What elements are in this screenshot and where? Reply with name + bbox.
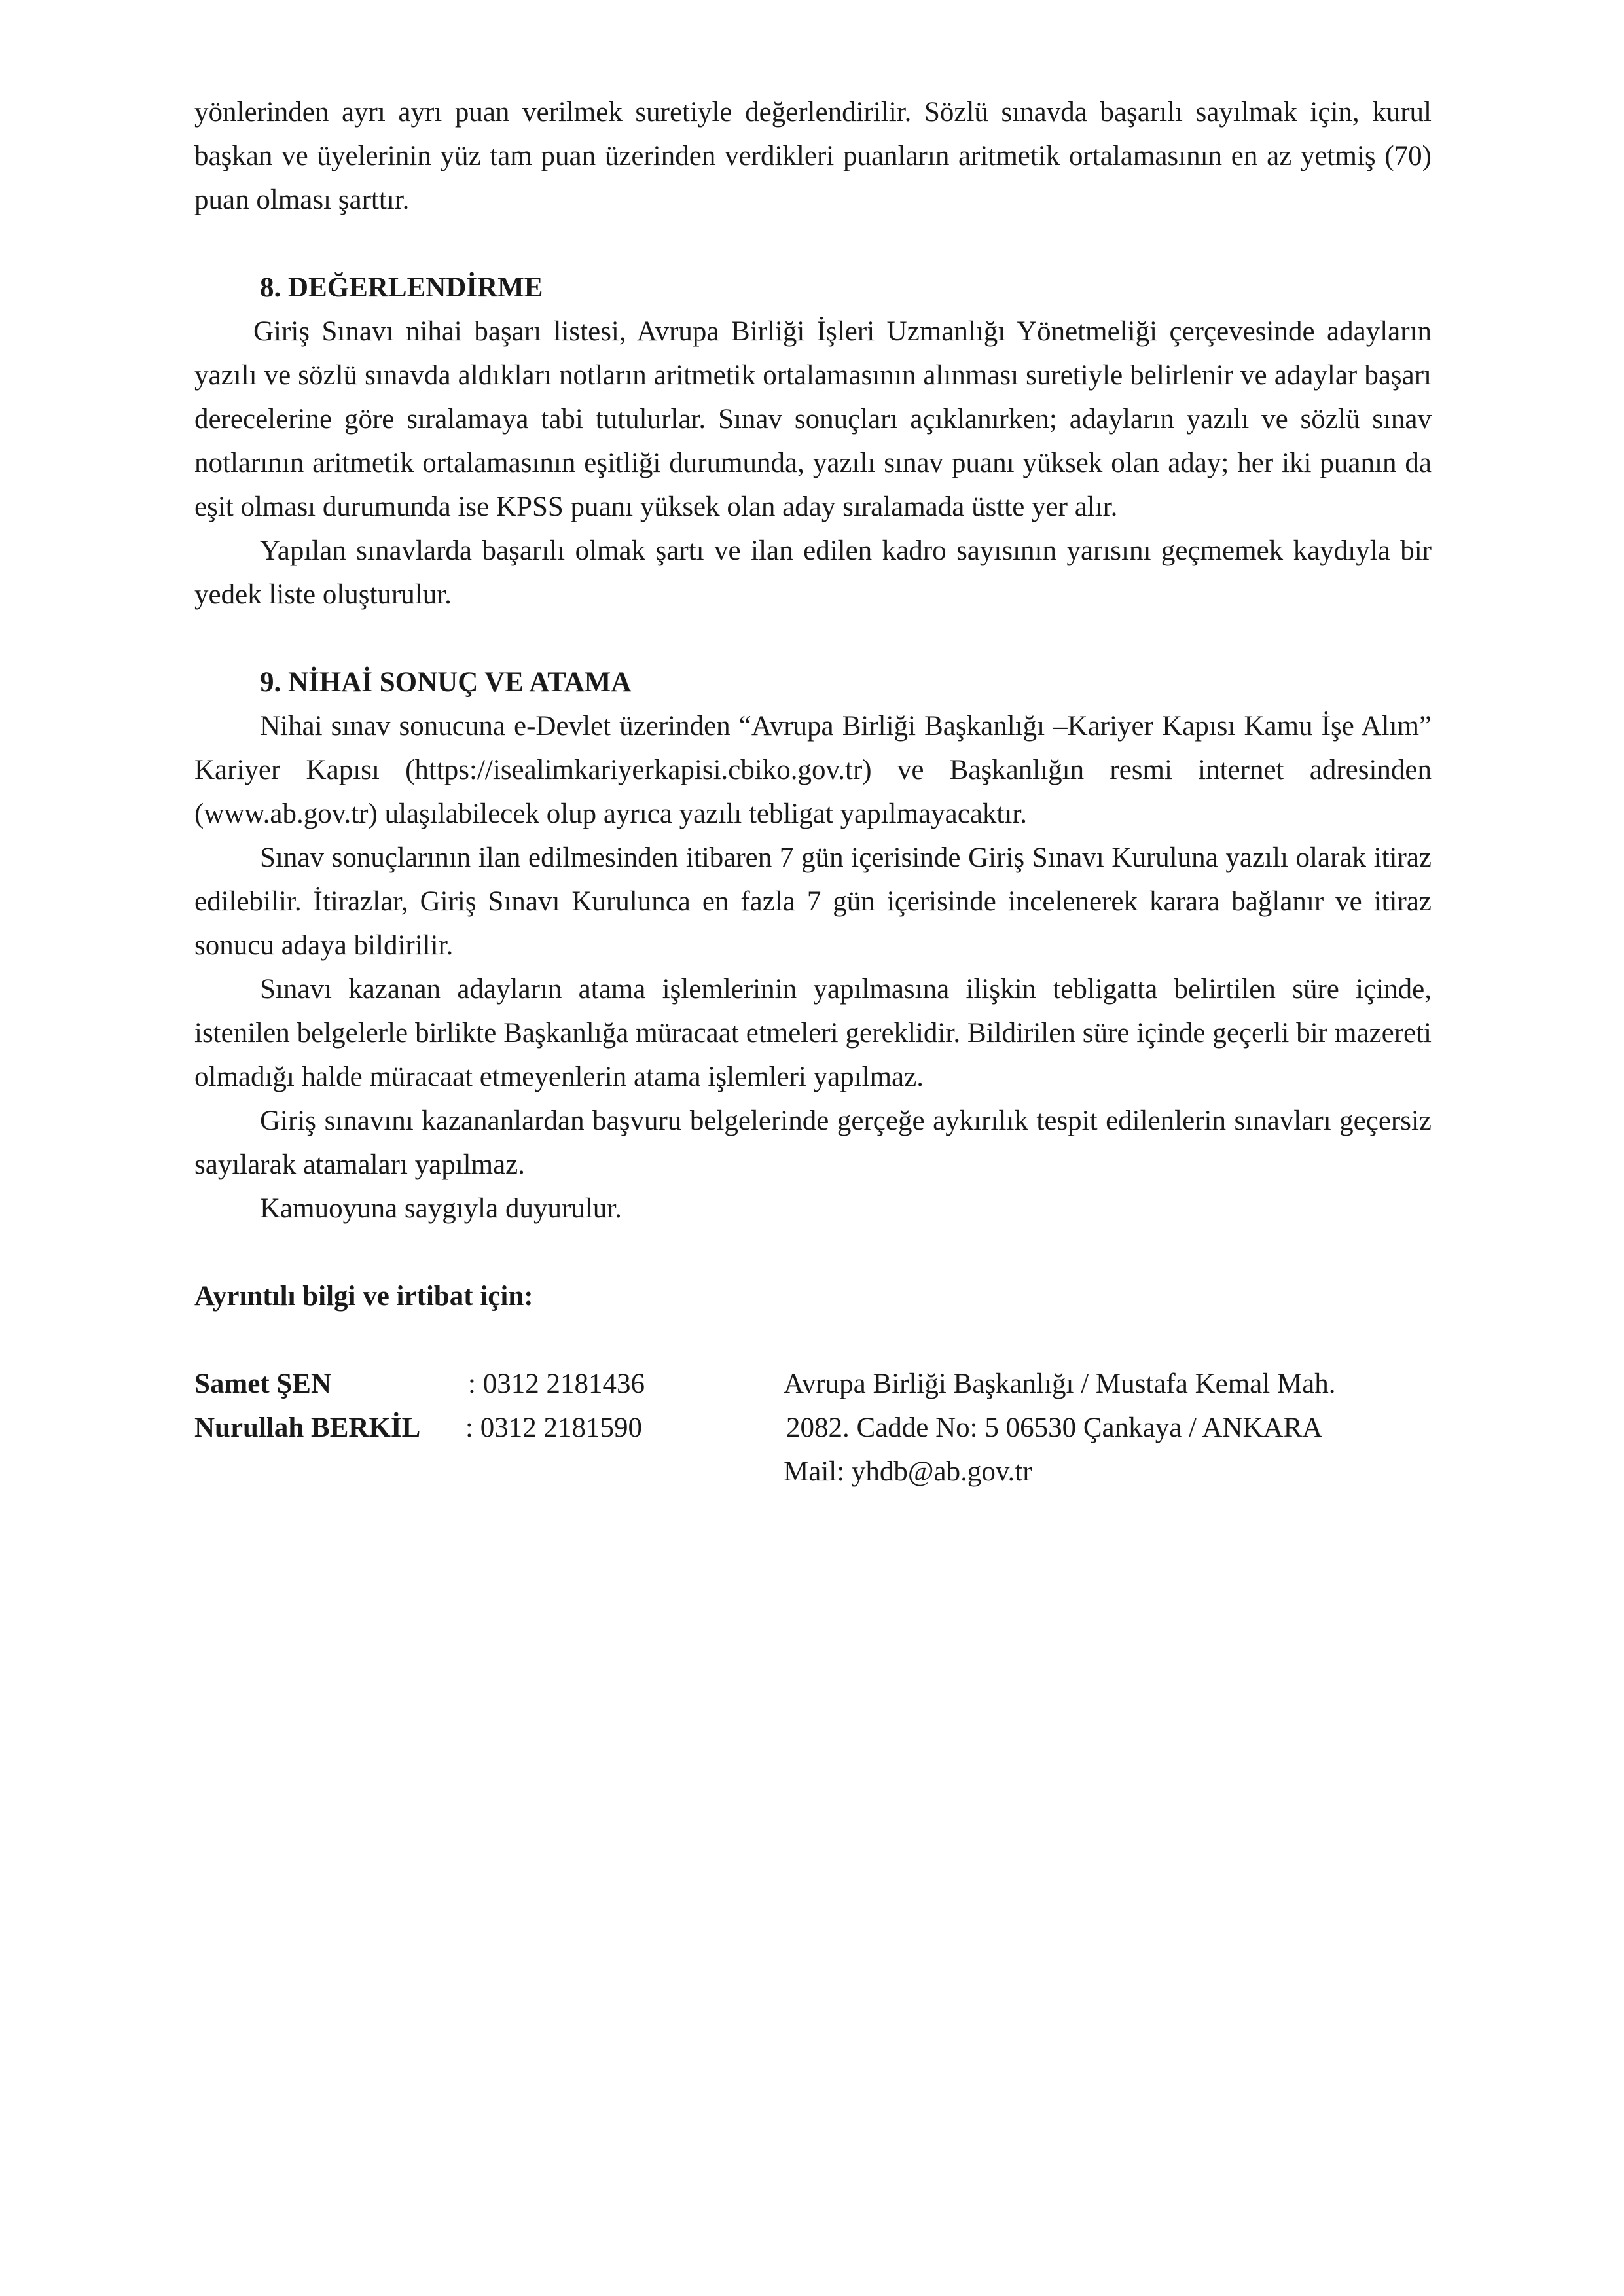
contact-phone-2: : 0312 2181590: [465, 1412, 642, 1443]
section-8-heading: 8. DEĞERLENDİRME: [260, 272, 543, 303]
section-9-paragraph-2: Sınav sonuçlarının ilan edilmesinden itibaren 7 gün içerisinde Giriş Sınavı Kuruluna yazılı olarak itiraz edilebilir. İtirazlar, Giriş Sınavı Kurulunca en fazla 7 gün içerisinde incelenerek karara bağlanır ve itiraz sonucu adaya bildirilir.: [194, 842, 1432, 961]
spacer: [194, 1318, 1432, 1362]
document-page: [194, 90, 1432, 1494]
contact-phone-1: : 0312 2181436: [468, 1369, 645, 1399]
address-email: Mail: yhdb@ab.gov.tr: [784, 1456, 1032, 1487]
spacer: [194, 222, 1432, 266]
section-8-paragraph-2: Yapılan sınavlarda başarılı olmak şartı ve ilan edilen kadro sayısının yarısını geçmemek kaydıyla bir yedek liste oluşturulur.: [194, 535, 1432, 610]
spacer: [194, 617, 1432, 660]
contact-title: Ayrıntılı bilgi ve irtibat için:: [194, 1281, 533, 1312]
section-8-paragraph-1: Giriş Sınavı nihai başarı listesi, Avrupa Birliği İşleri Uzmanlığı Yönetmeliği çerçevesinde adayların yazılı ve sözlü sınavda aldıkları notların aritmetik ortalamasının alınması suretiyle belirlenir ve adaylar başarı derecelerine göre sıralamaya tabi tutulurlar. Sınav sonuçları açıklanırken; adayların yazılı ve sözlü sınav notlarının aritmetik ortalamasının eşitliği durumunda, yazılı sınav puanı yüksek olan aday; her iki puanın da eşit olması durumunda ise KPSS puanı yüksek olan aday sıralamada üstte yer alır.: [194, 316, 1432, 522]
spacer: [194, 1230, 1432, 1274]
section-9-paragraph-4: Giriş sınavını kazananlardan başvuru belgelerinde gerçeğe aykırılık tespit edilenlerin sınavları geçersiz sayılarak atamaları yapılmaz.: [194, 1105, 1432, 1180]
contact-name-2: Nurullah BERKİL: [194, 1412, 421, 1443]
address-line-1: Avrupa Birliği Başkanlığı / Mustafa Kemal Mah.: [784, 1369, 1336, 1399]
section-9-paragraph-3: Sınavı kazanan adayların atama işlemlerinin yapılmasına ilişkin tebligatta belirtilen süre içinde, istenilen belgelerle birlikte Başkanlığa müracaat etmeleri gereklidir. Bildirilen süre içinde geçerli bir mazereti olmadığı halde müracaat etmeyenlerin atama işlemleri yapılmaz.: [194, 974, 1432, 1092]
address-line-2: 2082. Cadde No: 5 06530 Çankaya / ANKARA: [786, 1412, 1323, 1443]
section-9-paragraph-1: Nihai sınav sonucuna e-Devlet üzerinden “Avrupa Birliği Başkanlığı –Kariyer Kapısı Kamu İşe Alım” Kariyer Kapısı (https://isealimkariyerkapisi.cbiko.gov.tr) ve Başkanlığın resmi internet adresinden (www.ab.gov.tr) ulaşılabilecek olup ayrıca yazılı tebligat yapılmayacaktır.: [194, 711, 1432, 829]
section-9-paragraph-5: Kamuoyuna saygıyla duyurulur.: [260, 1193, 622, 1224]
intro-paragraph: yönlerinden ayrı ayrı puan verilmek suretiyle değerlendirilir. Sözlü sınavda başarılı sayılmak için, kurul başkan ve üyelerinin yüz tam puan üzerinden verdikleri puanların aritmetik ortalamasının en az yetmiş (70) puan olması şarttır.: [194, 97, 1432, 215]
contact-name-1: Samet ŞEN: [194, 1369, 332, 1399]
section-9-heading: 9. NİHAİ SONUÇ VE ATAMA: [260, 667, 632, 698]
contact-block: [194, 1362, 1432, 1494]
